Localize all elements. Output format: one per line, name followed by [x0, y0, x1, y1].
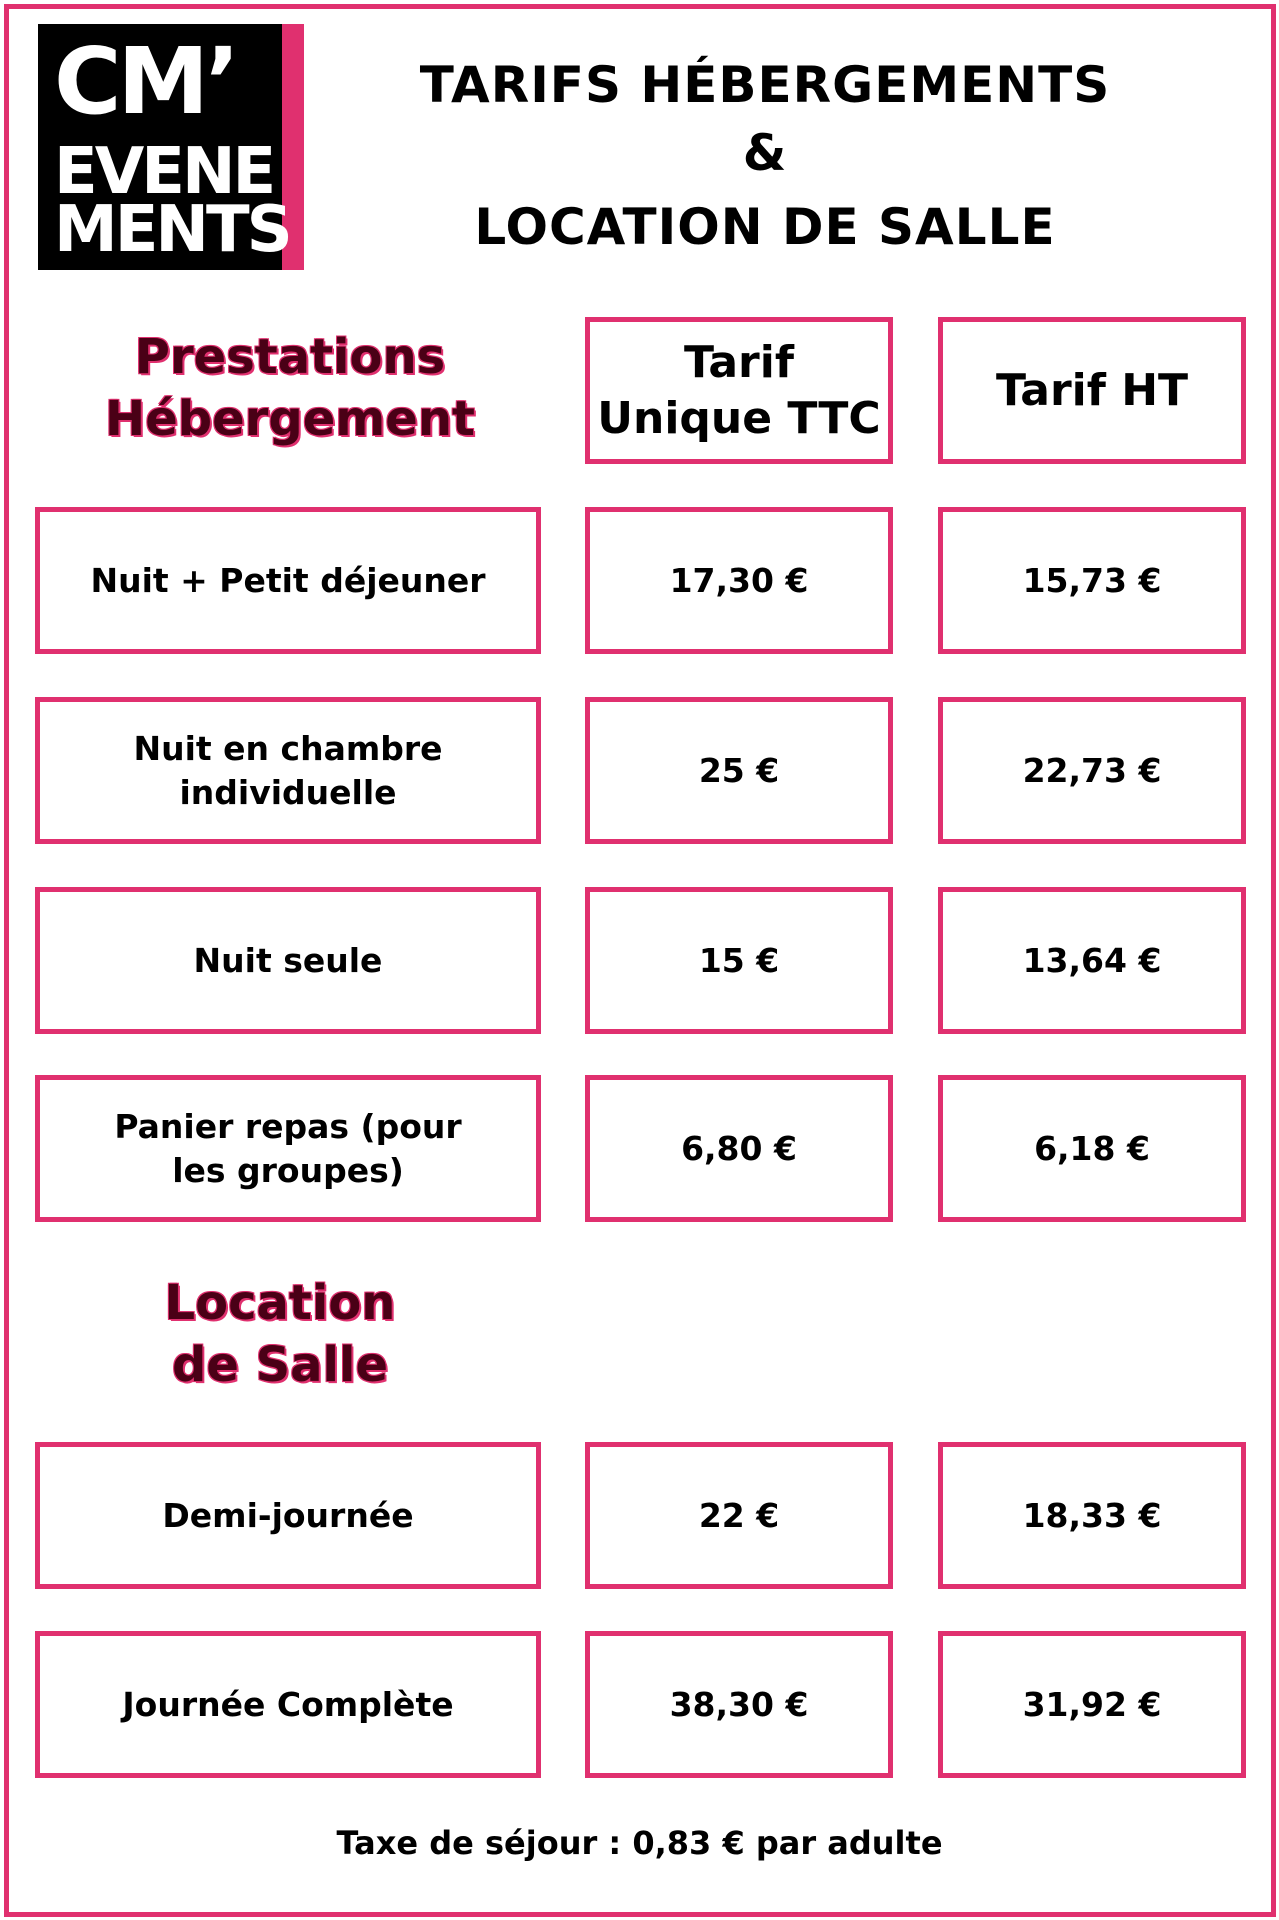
row-label: Nuit + Petit déjeuner	[90, 560, 486, 600]
price-ht: 15,73 €	[1022, 560, 1162, 600]
price-ttc: 6,80 €	[681, 1128, 797, 1168]
row-label: Demi-journée	[162, 1495, 414, 1535]
section-title-line: Location	[164, 1275, 396, 1331]
price-ht-cell	[938, 507, 1246, 654]
price-ttc-cell	[585, 887, 893, 1034]
row-label-cell	[35, 697, 541, 844]
price-ht: 18,33 €	[1022, 1495, 1162, 1535]
row-label: Nuit en chambre individuelle	[133, 728, 443, 812]
price-ttc-cell	[585, 507, 893, 654]
row-label-cell	[35, 507, 541, 654]
price-ttc-cell	[585, 697, 893, 844]
page-title-line-1: TARIFS HÉBERGEMENTS	[419, 56, 1111, 114]
page-title-ampersand: &	[742, 124, 788, 182]
row-label: Panier repas (pour les groupes)	[114, 1106, 462, 1190]
price-ht-cell	[938, 887, 1246, 1034]
row-label: Journée Complète	[122, 1684, 454, 1724]
price-ttc-cell	[585, 1631, 893, 1778]
row-label: Nuit seule	[193, 940, 383, 980]
column-header-ttc	[585, 317, 893, 464]
price-ht: 22,73 €	[1022, 750, 1162, 790]
price-ttc-cell	[585, 1075, 893, 1222]
price-ttc: 15 €	[698, 940, 780, 980]
tourist-tax-note: Taxe de séjour : 0,83 € par adulte	[336, 1824, 943, 1862]
price-ht: 6,18 €	[1034, 1128, 1150, 1168]
section-title-hebergement	[60, 326, 520, 450]
section-title-line: Hébergement	[105, 391, 475, 447]
column-header-ttc-label: Tarif Unique TTC	[597, 336, 881, 444]
price-ht-cell	[938, 697, 1246, 844]
row-label-cell	[35, 887, 541, 1034]
price-ht: 31,92 €	[1022, 1684, 1162, 1724]
column-header-ht	[938, 317, 1246, 464]
price-ht-cell	[938, 1631, 1246, 1778]
column-header-ht-label: Tarif HT	[995, 364, 1189, 416]
row-label-cell	[35, 1442, 541, 1589]
section-title-salle	[60, 1272, 500, 1396]
price-ht: 13,64 €	[1022, 940, 1162, 980]
price-ht-cell	[938, 1075, 1246, 1222]
price-ht-cell	[938, 1442, 1246, 1589]
section-title-line: Prestations	[134, 329, 446, 385]
logo-line-3: MENTS	[54, 193, 290, 267]
row-label-cell	[35, 1075, 541, 1222]
brand-logo	[38, 24, 304, 270]
price-ttc: 25 €	[698, 750, 780, 790]
section-title-line: de Salle	[171, 1337, 389, 1393]
page-title-line-2: LOCATION DE SALLE	[474, 198, 1056, 256]
price-ttc-cell	[585, 1442, 893, 1589]
logo-line-2: EVENE	[54, 135, 274, 209]
price-ttc: 38,30 €	[669, 1684, 809, 1724]
price-ttc: 17,30 €	[669, 560, 809, 600]
price-ttc: 22 €	[698, 1495, 780, 1535]
row-label-cell	[35, 1631, 541, 1778]
logo-line-1: CM’	[54, 28, 237, 135]
